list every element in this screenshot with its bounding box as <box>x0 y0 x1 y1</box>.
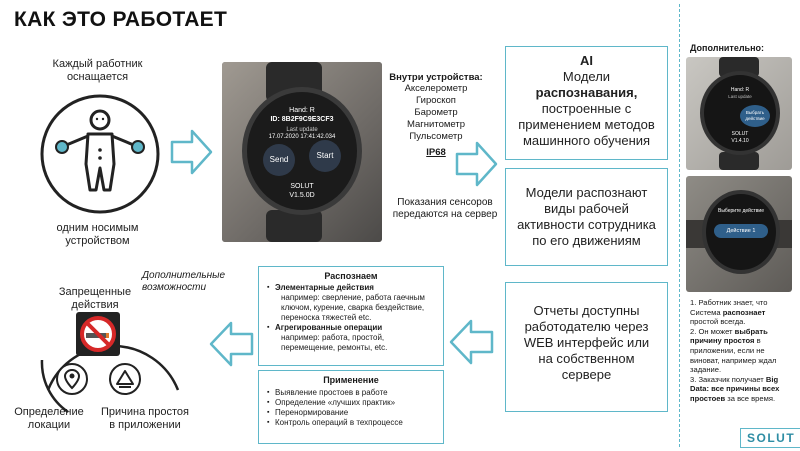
reason-label: Причина простоя в приложении <box>101 406 189 431</box>
ai-label: AI <box>580 53 593 68</box>
application-heading: Применение <box>323 375 379 385</box>
sensor-item: Барометр <box>414 107 458 118</box>
sensor-item: Акселерометр <box>404 83 468 94</box>
side-watch-photo-1 <box>686 57 792 170</box>
recognize-heading: Распознаем <box>324 271 378 281</box>
device-heading: Внутри устройства: <box>389 72 483 83</box>
worker-bottom-label: одним носимым устройством <box>56 222 139 247</box>
extra-capabilities-label: Дополнительные возможности <box>142 270 226 293</box>
ai-recognition-label: распознавания, <box>535 85 638 100</box>
sensor-item: Магнитометр <box>407 119 465 130</box>
app-reason-icon <box>108 362 142 396</box>
side-watch-select-title: Выберите действие <box>717 208 764 214</box>
sensor-item: Гироскоп <box>416 95 456 106</box>
application-item: ▪ Контроль операций в техпроцессе <box>267 418 435 428</box>
side-watch-brand: SOLUT <box>731 131 749 137</box>
side-watch-version: V1.4.10 <box>731 138 749 144</box>
aggregated-operations-title: Агрегированные операции <box>275 323 383 332</box>
watch-id-label: ID: 8B2F9C9E3CF3 <box>270 116 334 123</box>
arrow-right-icon <box>170 128 214 176</box>
reports-text: Отчеты доступны работодателю через WEB интерфейс или на собственном сервере <box>523 303 650 382</box>
watch-face <box>242 87 362 215</box>
activity-text: Модели распознают виды рабочей активности сотрудника по его движениям <box>517 185 656 248</box>
side-watch-last-update: Last update <box>728 94 752 99</box>
elementary-actions-text: например: сверление, работа гаечным ключом, курение, сварка бездействие, переноска тяжестей etc. <box>281 293 425 322</box>
watch-last-update-label: Last update <box>286 127 318 133</box>
watch-version: V1.5.0D <box>289 192 315 199</box>
activity-models-box <box>505 168 668 266</box>
watch-start-button[interactable]: Start <box>309 140 341 172</box>
side-watch-action-item[interactable]: Действие 1 <box>714 224 768 238</box>
side-note-3: 3. Заказчик получает Big Data: все причины всех простоев за все время. <box>690 374 780 403</box>
ai-models-box <box>505 46 668 160</box>
side-notes <box>690 298 794 404</box>
location-icon <box>55 362 89 396</box>
forbidden-actions-label: Запрещенные действия <box>58 286 132 311</box>
arrow-left-icon <box>208 320 254 368</box>
application-item: ▪ Перенормирование <box>267 408 435 418</box>
side-note-1: 1. Работник знает, что Система распознает простой всегда. <box>690 298 768 327</box>
application-item: ▪ Выявление простоев в работе <box>267 388 435 398</box>
watch-brand: SOLUT <box>290 183 314 190</box>
watch-timestamp: 17.07.2020 17:41:42.034 <box>268 134 336 140</box>
arrow-right-icon <box>455 140 499 188</box>
application-box <box>258 370 444 444</box>
ai-models-label: Модели <box>562 69 611 84</box>
aggregated-operations-text: например: работа, простой, перемещение, ремонты, etc. <box>281 333 388 352</box>
application-item: ▪ Определение «лучших практик» <box>267 398 435 408</box>
arrow-left-icon <box>448 318 494 366</box>
location-label: Определение локации <box>14 406 84 431</box>
worker-icon <box>38 92 162 216</box>
recognize-box <box>258 266 444 366</box>
side-heading: Дополнительно: <box>690 43 765 53</box>
sensor-list <box>386 83 486 143</box>
worker-top-label: Каждый работник оснащается <box>52 58 143 83</box>
no-smoking-icon <box>76 312 120 356</box>
sensor-item: Пульсометр <box>409 131 463 142</box>
side-watch-choose-button[interactable]: Выбрать действие <box>740 105 770 127</box>
elementary-actions-title: Элементарные действия <box>275 283 374 292</box>
dashed-separator <box>679 4 680 447</box>
watch-hand-label: Hand: R <box>289 107 315 114</box>
device-internals <box>386 72 486 143</box>
watch-send-button[interactable]: Send <box>263 144 295 176</box>
reports-box <box>505 282 668 412</box>
sensor-note: Показания сенсоров передаются на сервер <box>392 197 498 220</box>
side-watch-hand: Hand: R <box>730 87 750 93</box>
side-watch-photo-2 <box>686 176 792 292</box>
solut-logo: SOLUT <box>740 428 800 448</box>
side-note-2: 2. Он может выбрать причину простоя в приложении, если не виноват, например ждал задание. <box>690 326 777 375</box>
ip-rating: IP68 <box>426 147 446 158</box>
ai-description: построенные с применением методов машинного обучения <box>518 101 655 148</box>
page-title: КАК ЭТО РАБОТАЕТ <box>14 8 228 31</box>
watch-photo <box>222 62 382 242</box>
